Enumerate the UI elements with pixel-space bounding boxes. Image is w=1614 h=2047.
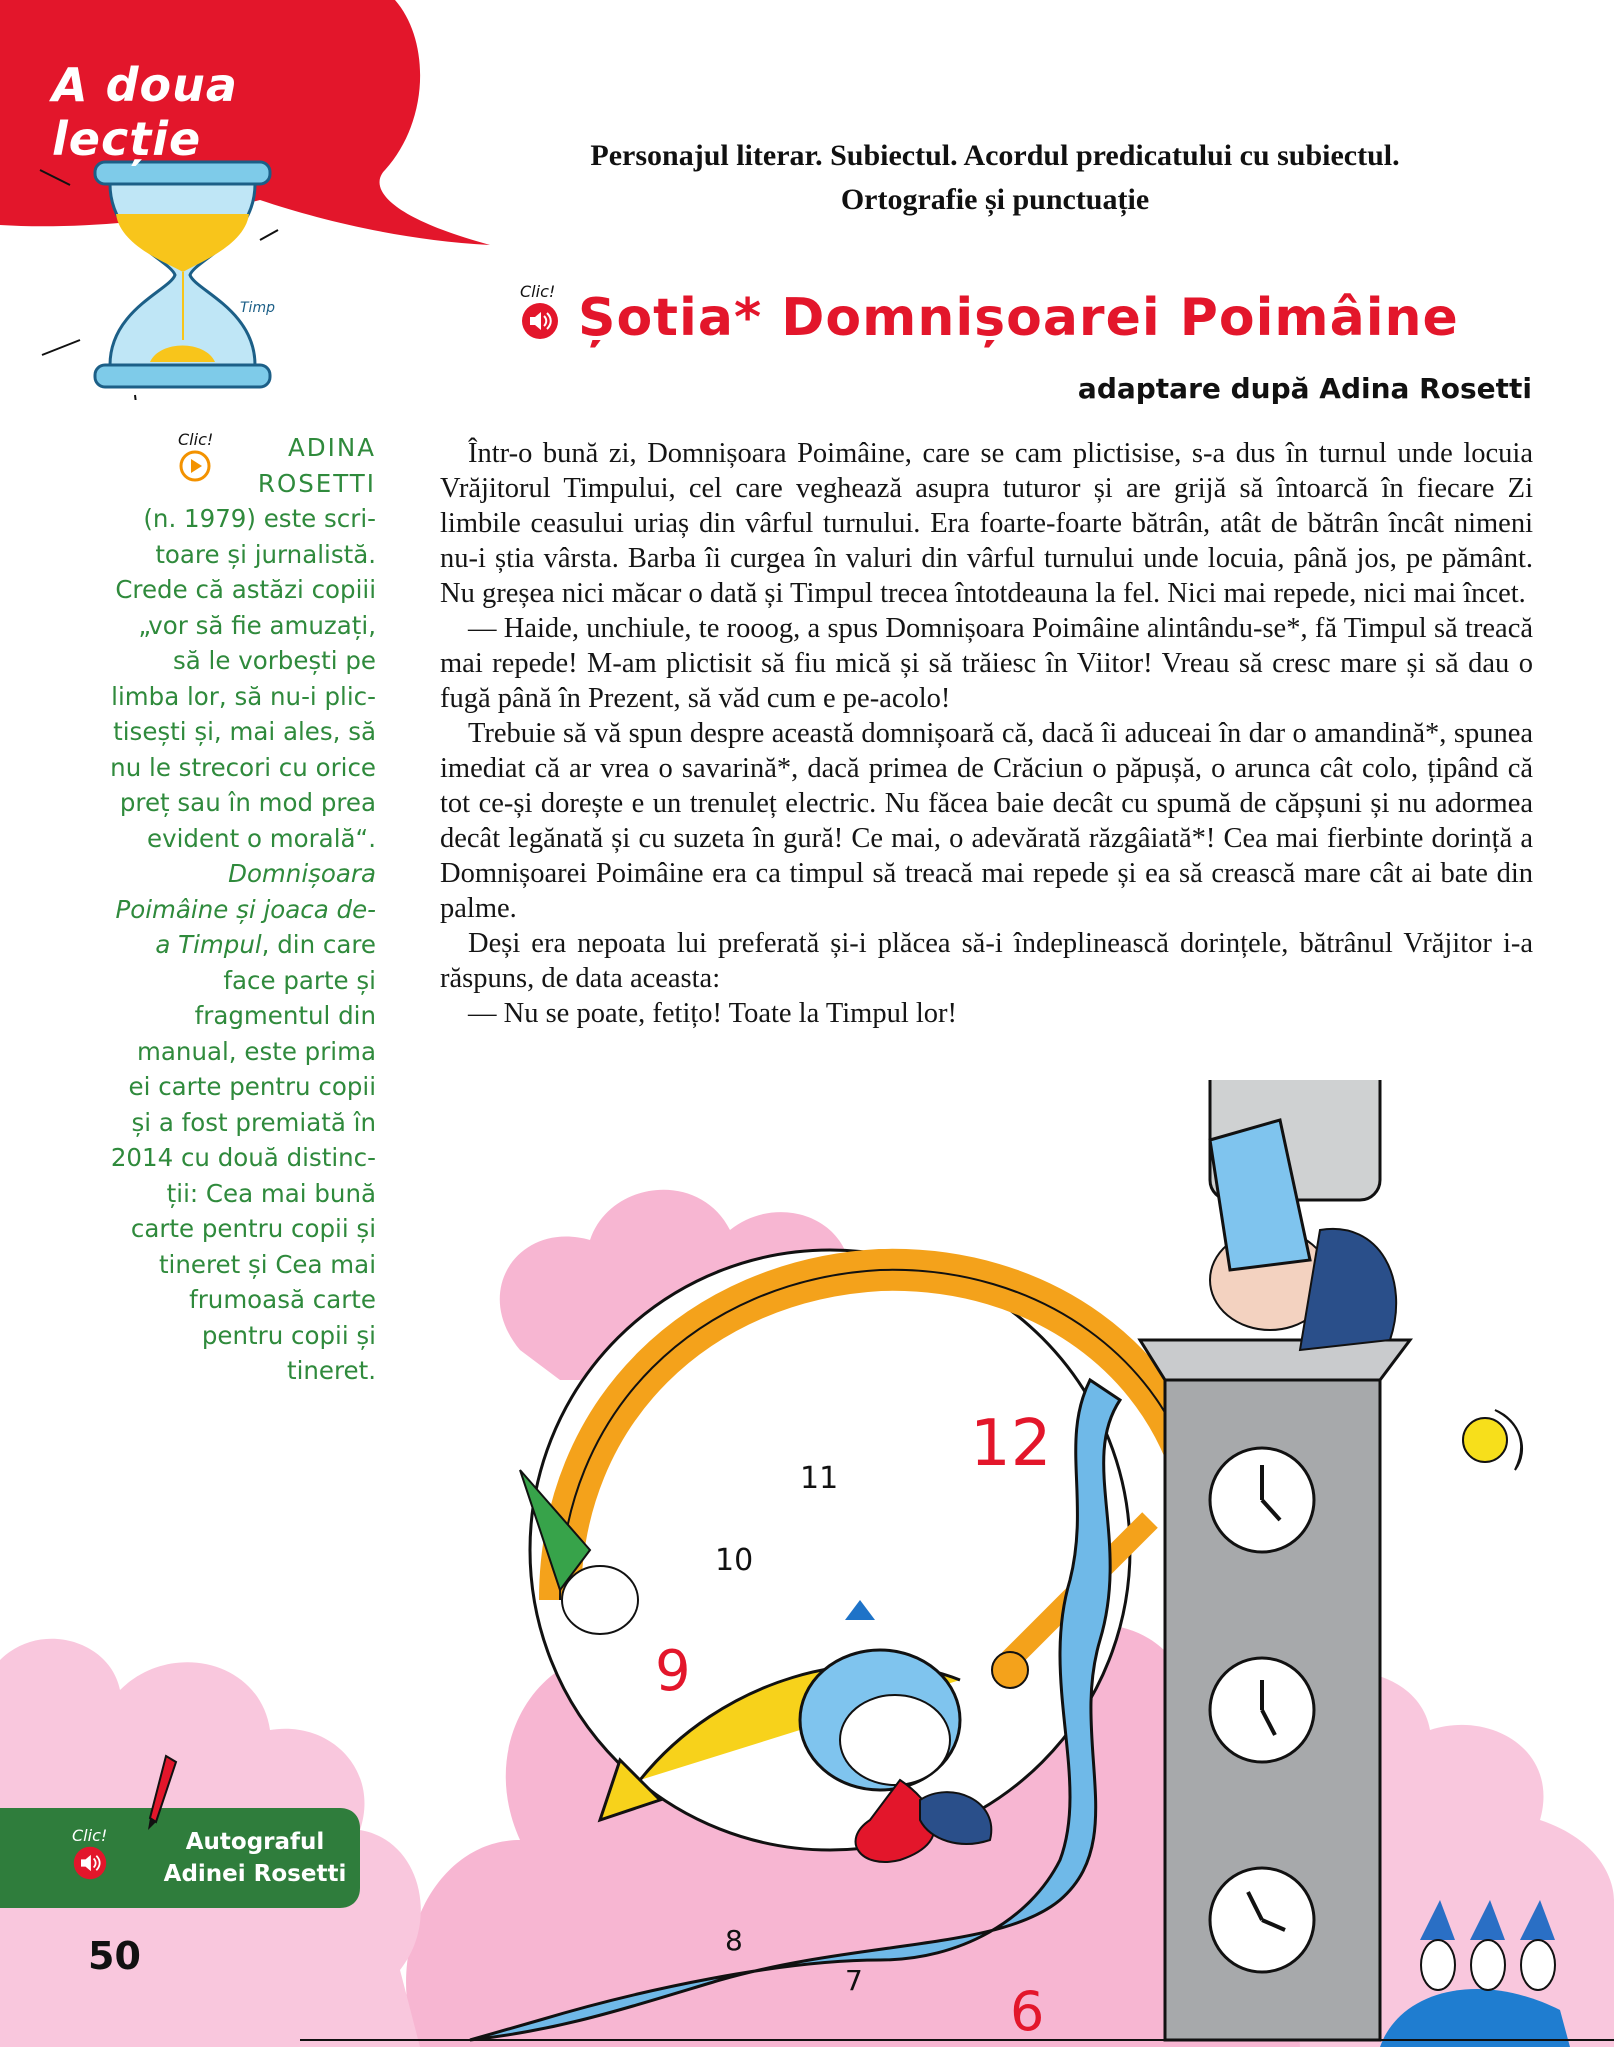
story-text bbox=[440, 436, 1533, 1031]
story-title: Șotia* Domnișoarei Poimâine bbox=[578, 288, 1459, 348]
subtitle-line-2: Ortografie și punctuație bbox=[840, 183, 1150, 216]
clic-label: Clic! bbox=[520, 282, 556, 301]
lesson-subtitle bbox=[470, 134, 1520, 222]
subtitle-line-1: Personajul literar. Subiectul. Acordul predicatului cu subiectul. bbox=[590, 139, 1400, 172]
page-number: 50 bbox=[88, 1934, 141, 1978]
book-title: Domnișoara Poimâine și joaca de-a Timpul bbox=[115, 859, 376, 959]
hourglass-label: Timp bbox=[240, 300, 275, 316]
clic-label: Clic! bbox=[178, 430, 214, 449]
author-name-line-2: ROSETTI bbox=[257, 468, 376, 498]
autograph-link[interactable] bbox=[150, 1826, 360, 1890]
lesson-label: A doua lecție bbox=[52, 58, 238, 166]
speaker-icon bbox=[520, 301, 560, 341]
clock-numeral: 11 bbox=[800, 1461, 839, 1496]
clock-numeral: 12 bbox=[970, 1407, 1052, 1481]
story-paragraph: Într-o bună zi, Domnișoara Poimâine, care se cam plictisise, s-a dus în turnul unde locuia Vrăjitorul Timpului, cel care veghează asupra tuturor și are grijă să întoarcă în fiecare Zi limbile ceasului uriaș din vârful turnului. Era foarte-foarte bătrân, atât de bătrân încât nimeni nu-i știa vârsta. Barba îi curgea în valuri din vârful turnului unde locuia, până jos, pe pământ. Nu greșea nici măcar o dată și Timpul trecea întotdeauna la fel. Nici mai repede, nici mai încet. bbox=[440, 438, 1533, 609]
story-paragraph: — Haide, unchiule, te rooog, a spus Domnișoara Poimâine alintându-se*, fă Timpul să treacă mai repede! M-am plictisit să fiu mică și să trăiesc în Viitor! Vreau să cresc mare și să dau o fugă până în Prezent, să văd cum e pe-acolo! bbox=[440, 613, 1533, 714]
clock-numeral: 10 bbox=[715, 1543, 754, 1578]
clock-numeral: 8 bbox=[725, 1924, 743, 1957]
story-paragraph: — Nu se poate, fetițo! Toate la Timpul lor! bbox=[468, 998, 958, 1029]
bio-text-continued: , din care face parte și fragmentul din manual, este prima ei carte pentru copii și a fost premiată în 2014 cu două distincții: Cea mai bună carte pentru copii și tineret și Cea mai frumoasă carte pentru copii și tineret. bbox=[110, 930, 376, 1385]
story-paragraph: Trebuie să vă spun despre această domnișoară că, dacă îi aduceai în dar o amandină*, spunea imediat că ar vrea o savarină*, dacă primea de Crăciun o păpușă, o arunca cât colo, țipând că tot ce-și dorește e un trenuleț electric. Nu făcea baie decât cu spumă de căpșuni și nu adormea decât legănată și cu suzeta în gură! Ce mai, o adevărată răzgâiată*! Cea mai fierbinte dorință a Domnișoarei Poimâine era ca timpul să treacă mai repede și ea să crească mare cât ai bate din palme. bbox=[440, 718, 1533, 924]
bio-text: (n. 1979) este scritoare și jurnalistă. Crede că astăzi copiii „vor să fie amuzați, să le vorbești pe limba lor, să nu-i plictisești și, mai ales, să nu le strecori cu orice preț sau în mod prea evident o morală“. bbox=[110, 504, 376, 853]
clock-numeral: 6 bbox=[1010, 1980, 1045, 2043]
speaker-icon bbox=[72, 1845, 108, 1881]
autograph-label-line-2: Adinei Rosetti bbox=[163, 1861, 347, 1887]
autograph-label-line-1: Autograful bbox=[185, 1829, 325, 1855]
story-byline: adaptare după Adina Rosetti bbox=[1077, 372, 1532, 405]
clock-numeral: 9 bbox=[655, 1639, 691, 1704]
title-audio-button[interactable] bbox=[520, 282, 560, 345]
author-name-line-1: ADINA bbox=[288, 433, 376, 462]
story-paragraph: Deși era nepoata lui preferată și-i plăcea să-i îndeplinească dorințele, bătrânul Vrăjitor i-a răspuns, de data aceasta: bbox=[440, 928, 1533, 994]
clock-numeral: 7 bbox=[845, 1964, 863, 1997]
pen-icon bbox=[136, 1752, 196, 1836]
clic-label: Clic! bbox=[72, 1826, 108, 1845]
autograph-audio-button[interactable] bbox=[72, 1826, 108, 1885]
